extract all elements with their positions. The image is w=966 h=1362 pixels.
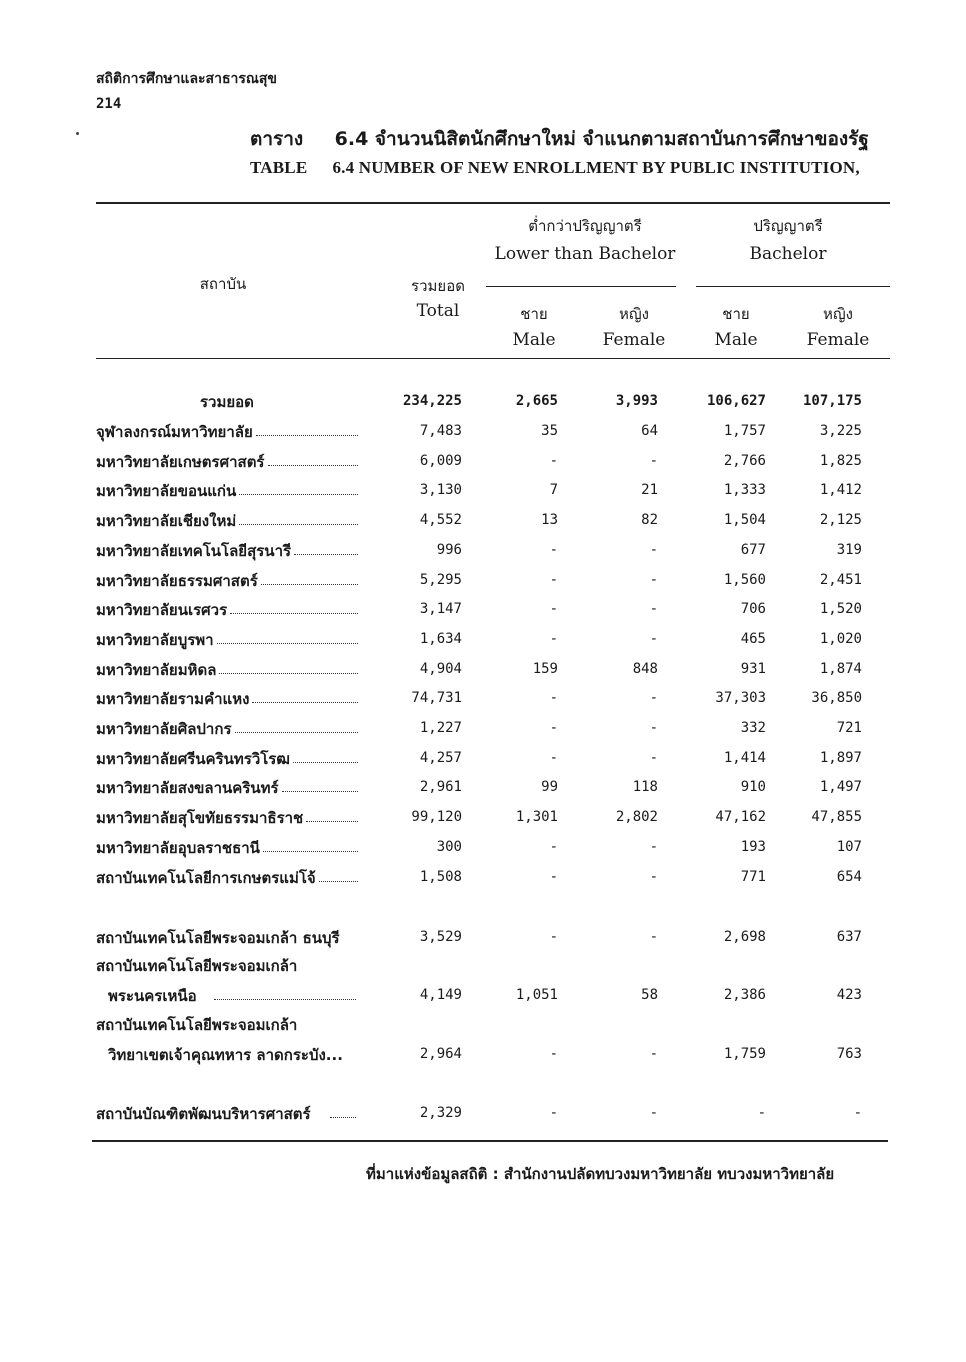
cell-bachelor-male: 2,698 [723,929,766,945]
cell-lower-female: - [649,929,658,945]
cell-lower-female: - [649,749,658,766]
cell-lower-female: 82 [641,512,658,529]
institution-name: มหาวิทยาลัยมหิดล [96,660,217,679]
cell-bachelor-female: 721 [836,720,862,736]
cell-lower-male: 2,665 [515,393,558,409]
cell-lower-female: 2,802 [615,809,658,826]
page-number: 214 [96,96,122,112]
cell-lower-female: 21 [641,482,658,499]
cell-lower-female: - [649,630,658,647]
dot-leader [239,524,358,525]
title-en-text: NUMBER OF NEW ENROLLMENT BY PUBLIC INSTITUTION, [358,158,860,177]
dot-leader [219,673,358,674]
cell-lower-female: - [649,838,658,855]
bachelor-group-rule [696,286,890,287]
cell-lower-male: - [549,541,558,558]
cell-total: 6,009 [419,452,462,469]
title-en-label: TABLE [250,158,308,177]
cell-total: 1,508 [419,868,462,885]
cell-lower-male: - [549,1046,558,1062]
cell-bachelor-female: 1,825 [819,452,862,469]
table-row [0,598,966,624]
cell-lower-male: - [549,838,558,855]
table-row [0,747,966,773]
cell-bachelor-male: 193 [740,838,766,855]
institution-name: มหาวิทยาลัยเกษตรศาสตร์ [96,452,265,471]
cell-bachelor-male: 1,504 [723,512,766,529]
cell-total: 99,120 [411,809,462,826]
cell-lower-male: - [549,749,558,766]
cell-bachelor-male: 1,757 [723,423,766,439]
institution-name: มหาวิทยาลัยธรรมศาสตร์ [96,571,258,590]
dot-leader [239,494,358,495]
cell-lower-male: 13 [541,512,558,529]
cell-lower-female: - [649,452,658,469]
cell-bachelor-male: 771 [740,868,766,885]
cell-lower-female: - [649,868,658,885]
header-total-thai: รวมยอด [411,277,465,295]
cell-bachelor-female: 2,125 [819,512,862,529]
source-note: ที่มาแห่งข้อมูลสถิติ : สำนักงานปลัดทบวงมหาวิทยาลัย ทบวงมหาวิทยาลัย [366,1165,835,1183]
cell-total: 2,964 [419,1046,462,1062]
dot-leader [293,762,358,763]
cell-lower-male: - [549,690,558,707]
dot-leader [235,732,358,733]
institution-name-line2: วิทยาเขตเจ้าคุณทหาร ลาดกระบัง... [108,1046,343,1064]
header-total-english: Total [416,301,460,321]
table-row-grand-total [0,390,966,416]
cell-total: 3,529 [419,929,462,945]
cell-lower-male: - [549,601,558,618]
cell-bachelor-female: 47,855 [811,809,862,826]
header-bachelor-thai: ปริญญาตรี [753,217,823,235]
cell-lower-female: 848 [632,660,658,677]
dot-leader [256,435,358,436]
institution-name: มหาวิทยาลัยศรีนครินทรวิโรฒ [96,749,290,768]
running-head: สถิติการศึกษาและสาธารณสุข [96,71,277,87]
cell-lower-female: - [649,601,658,618]
cell-total: 74,731 [411,690,462,707]
title-thai-text: จำนวนนิสิตนักศึกษาใหม่ จำแนกตามสถาบันการศึกษาของรัฐ [374,128,869,150]
cell-bachelor-female: 1,412 [819,482,862,499]
cell-lower-male: 35 [541,423,558,439]
cell-bachelor-male: 332 [740,720,766,736]
cell-bachelor-male: 677 [740,541,766,558]
cell-bachelor-male: 1,560 [723,571,766,588]
table-row [0,539,966,565]
institution-name: มหาวิทยาลัยศิลปากร [96,720,232,738]
cell-bachelor-female: 107 [836,838,862,855]
table-title-thai [250,124,869,154]
cell-bachelor-female: - [853,1105,862,1121]
table-row [0,420,966,446]
cell-bachelor-female: 423 [836,987,862,1003]
dot-leader [306,821,358,822]
cell-bachelor-female: 319 [836,541,862,558]
cell-total: 234,225 [402,393,462,409]
cell-lower-male: - [549,868,558,885]
header-bottom-rule [96,358,890,359]
cell-lower-female: 118 [632,779,658,796]
cell-bachelor-female: 1,020 [819,630,862,647]
institution-name: สถาบันเทคโนโลยีพระจอมเกล้า ธนบุรี [96,929,340,947]
title-thai-label: ตาราง [250,128,304,150]
cell-bachelor-male: 465 [740,630,766,647]
cell-total: 5,295 [419,571,462,588]
cell-lower-male: 1,301 [515,809,558,826]
dot-leader [319,881,358,882]
table-bottom-rule [92,1140,888,1142]
cell-lower-female: - [649,1105,658,1121]
institution-name: มหาวิทยาลัยเชียงใหม่ [96,512,237,531]
table-row [0,776,966,802]
dot-leader [268,465,358,466]
institution-name: สถาบันบัณฑิตพัฒนบริหารศาสตร์ [96,1105,311,1123]
cell-bachelor-male: 910 [740,779,766,796]
header-bachelor-male-english: Male [714,330,758,350]
cell-bachelor-male: 1,333 [723,482,766,499]
institution-name: มหาวิทยาลัยอุบลราชธานี [96,838,260,857]
table-row-line1 [0,954,966,980]
table-row [0,687,966,713]
cell-bachelor-female: 36,850 [811,690,862,707]
lower-group-rule [486,286,676,287]
table-row [0,569,966,595]
cell-bachelor-male: 1,414 [723,749,766,766]
institution-name-line1: สถาบันเทคโนโลยีพระจอมเกล้า [96,957,298,975]
institution-name: มหาวิทยาลัยรามคำแหง [96,690,250,709]
table-row [0,806,966,832]
header-bachelor-female-thai: หญิง [823,305,853,323]
cell-total: 1,227 [419,720,462,736]
cell-bachelor-female: 1,520 [819,601,862,618]
institution-name: มหาวิทยาลัยสงขลานครินทร์ [96,779,279,798]
cell-bachelor-female: 637 [836,929,862,945]
cell-bachelor-female: 1,897 [819,749,862,766]
cell-bachelor-female: 2,451 [819,571,862,588]
cell-total: 3,147 [419,601,462,618]
dot-leader [330,1117,356,1118]
stray-dot [76,132,79,135]
header-lower-male-thai: ชาย [520,305,548,323]
cell-total: 300 [436,838,462,855]
cell-total: 996 [436,541,462,558]
cell-lower-female: - [649,720,658,736]
cell-bachelor-male: 47,162 [715,809,766,826]
header-bachelor-english: Bachelor [749,244,827,264]
cell-lower-female: - [649,541,658,558]
cell-total: 3,130 [419,482,462,499]
header-lower-english: Lower than Bachelor [494,244,676,264]
table-row [0,1102,966,1128]
cell-bachelor-female: 1,874 [819,660,862,677]
header-lower-male-english: Male [512,330,556,350]
table-row [0,658,966,684]
dot-leader [263,851,358,852]
cell-bachelor-male: 931 [740,660,766,677]
dot-leader [217,643,358,644]
cell-lower-male: - [549,720,558,736]
cell-lower-female: - [649,1046,658,1062]
header-bachelor-male-thai: ชาย [722,305,750,323]
cell-lower-male: 7 [549,482,558,499]
institution-name: มหาวิทยาลัยบูรพา [96,630,214,649]
cell-bachelor-male: 706 [740,601,766,618]
institution-name: มหาวิทยาลัยขอนแก่น [96,482,237,501]
table-row [0,509,966,535]
cell-bachelor-female: 3,225 [819,423,862,439]
cell-lower-female: 3,993 [615,393,658,409]
cell-bachelor-female: 1,497 [819,779,862,796]
cell-total: 7,483 [419,423,462,439]
table-row [0,984,966,1010]
table-row [0,836,966,862]
dot-leader [282,791,358,792]
header-lower-female-thai: หญิง [619,305,649,323]
institution-name: จุฬาลงกรณ์มหาวิทยาลัย [96,423,253,441]
cell-bachelor-female: 107,175 [802,393,862,409]
cell-lower-male: - [549,452,558,469]
cell-total: 1,634 [419,630,462,647]
cell-lower-male: 1,051 [515,987,558,1003]
header-lower-female-english: Female [602,330,666,350]
cell-bachelor-male: 37,303 [715,690,766,707]
table-title-english [250,158,860,178]
cell-total: 4,904 [419,660,462,677]
cell-total: 2,961 [419,779,462,796]
table-row [0,628,966,654]
table-top-rule [96,202,890,204]
header-lower-thai: ต่ำกว่าปริญญาตรี [528,217,642,235]
cell-bachelor-male: 1,759 [723,1046,766,1062]
cell-bachelor-male: 2,386 [723,987,766,1003]
institution-name: มหาวิทยาลัยนเรศวร [96,601,228,620]
cell-bachelor-male: 2,766 [723,452,766,469]
institution-name: สถาบันเทคโนโลยีการเกษตรแม่โจ้ [96,868,316,887]
institution-name: มหาวิทยาลัยสุโขทัยธรรมาธิราช [96,809,304,828]
cell-bachelor-male: 106,627 [706,393,766,409]
title-en-number: 6.4 [332,158,355,177]
cell-lower-female: - [649,690,658,707]
cell-lower-female: 64 [641,423,658,439]
dot-leader [252,702,358,703]
institution-name: มหาวิทยาลัยเทคโนโลยีสุรนารี [96,541,292,560]
cell-total: 4,149 [419,987,462,1003]
header-institution: สถาบัน [199,275,247,293]
table-row [0,717,966,743]
cell-total: 2,329 [419,1105,462,1121]
table-row [0,450,966,476]
cell-lower-female: 58 [641,987,658,1003]
dot-leader [294,554,358,555]
dot-leader [214,999,356,1000]
title-thai-number: 6.4 [334,128,369,150]
cell-lower-male: - [549,630,558,647]
grand-total-label: รวมยอด [200,393,254,411]
table-row-line1 [0,1013,966,1039]
institution-name-line2: พระนครเหนือ [108,987,197,1005]
table-row [0,926,966,952]
cell-lower-male: - [549,1105,558,1121]
cell-bachelor-female: 763 [836,1046,862,1062]
header-bachelor-female-english: Female [806,330,870,350]
dot-leader [230,613,358,614]
cell-total: 4,552 [419,512,462,529]
institution-name-line1: สถาบันเทคโนโลยีพระจอมเกล้า [96,1016,298,1034]
cell-total: 4,257 [419,749,462,766]
table-row [0,1043,966,1069]
cell-lower-male: 159 [532,660,558,677]
cell-lower-male: 99 [541,779,558,796]
dot-leader [261,584,358,585]
table-row [0,479,966,505]
cell-bachelor-male: - [757,1105,766,1121]
table-row [0,866,966,892]
cell-lower-female: - [649,571,658,588]
cell-lower-male: - [549,929,558,945]
cell-lower-male: - [549,571,558,588]
cell-bachelor-female: 654 [836,868,862,885]
